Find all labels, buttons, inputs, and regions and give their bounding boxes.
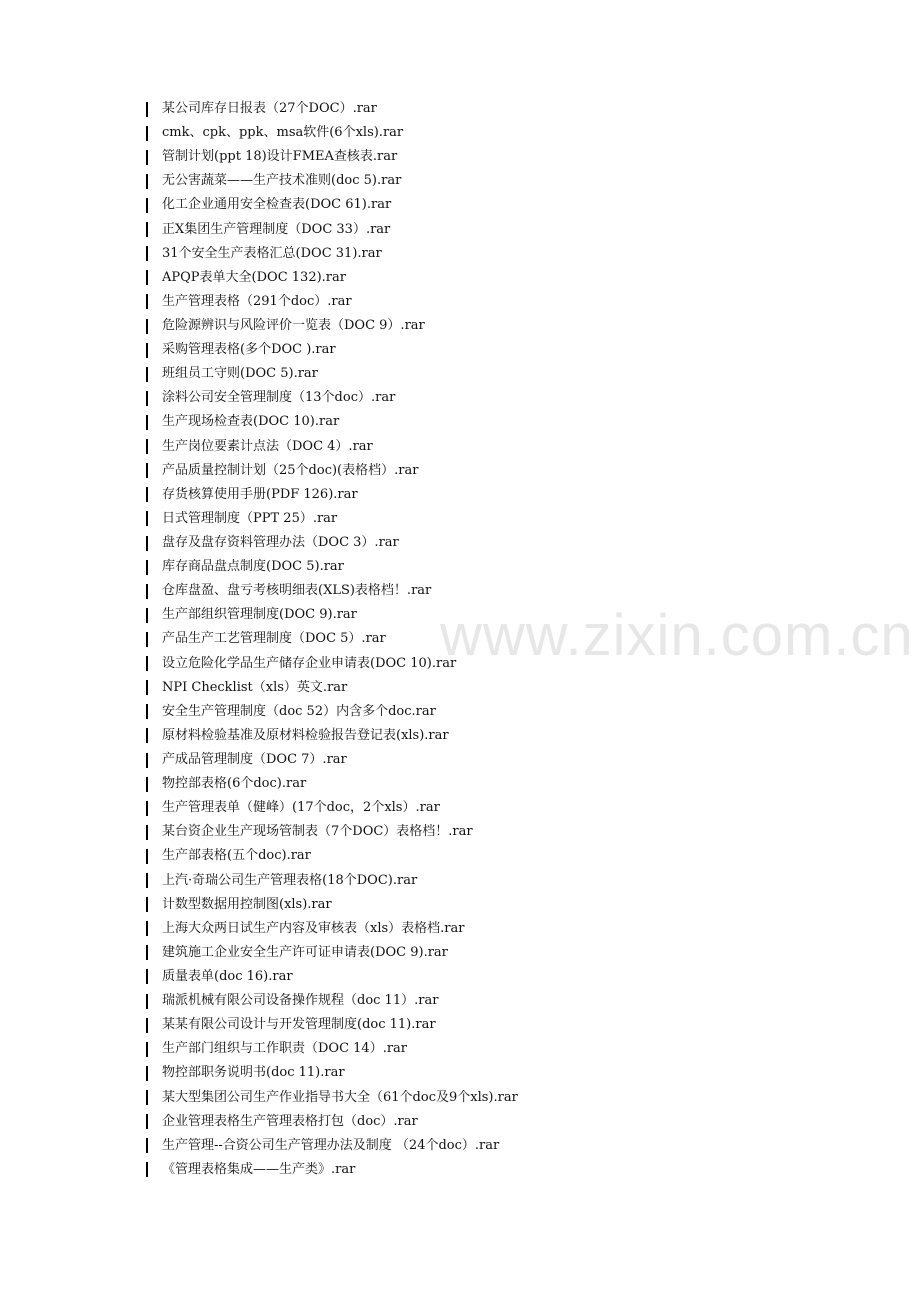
list-item[interactable] — [146, 652, 886, 676]
list-item[interactable] — [146, 748, 886, 772]
file-name: 涂料公司安全管理制度（13个doc）.rar — [162, 390, 396, 406]
list-bullet-bar — [146, 391, 148, 406]
list-item[interactable] — [146, 989, 886, 1013]
file-name: 生产部组织管理制度(DOC 9).rar — [162, 607, 357, 623]
list-item[interactable] — [146, 338, 886, 362]
list-bullet-bar — [146, 728, 148, 743]
list-item[interactable] — [146, 893, 886, 917]
list-item[interactable] — [146, 193, 886, 217]
list-item[interactable] — [146, 483, 886, 507]
file-name: 31个安全生产表格汇总(DOC 31).rar — [162, 245, 382, 261]
file-name: 库存商品盘点制度(DOC 5).rar — [162, 559, 344, 575]
file-name: 化工企业通用安全检查表(DOC 61).rar — [162, 197, 392, 213]
file-name: 安全生产管理制度（doc 52）内含多个doc.rar — [162, 703, 436, 719]
list-bullet-bar — [146, 680, 148, 695]
file-name: APQP表单大全(DOC 132).rar — [162, 269, 346, 285]
file-name: 生产现场检查表(DOC 10).rar — [162, 414, 340, 430]
file-name: 产品质量控制计划（25个doc)(表格档）.rar — [162, 462, 419, 478]
list-bullet-bar — [146, 487, 148, 502]
list-item[interactable] — [146, 435, 886, 459]
list-bullet-bar — [146, 463, 148, 478]
list-item[interactable] — [146, 410, 886, 434]
list-bullet-bar — [146, 150, 148, 165]
list-bullet-bar — [146, 873, 148, 888]
file-name: 生产部门组织与工作职责（DOC 14）.rar — [162, 1041, 408, 1057]
list-item[interactable] — [146, 242, 886, 266]
file-name: 上汽·奇瑞公司生产管理表格(18个DOC).rar — [162, 872, 418, 888]
list-item[interactable] — [146, 676, 886, 700]
list-bullet-bar — [146, 343, 148, 358]
file-name: 生产管理表格（291个doc）.rar — [162, 293, 352, 309]
file-name: 仓库盘盈、盘亏考核明细表(XLS)表格档！.rar — [162, 583, 432, 599]
file-name: 无公害蔬菜——生产技术准则(doc 5).rar — [162, 173, 402, 189]
list-bullet-bar — [146, 560, 148, 575]
file-name: 生产管理表单（健峰）(17个doc，2个xls）.rar — [162, 800, 440, 816]
list-item[interactable] — [146, 121, 886, 145]
list-bullet-bar — [146, 102, 148, 117]
list-item[interactable] — [146, 507, 886, 531]
file-name: 管制计划(ppt 18)设计FMEA查核表.rar — [162, 149, 398, 165]
file-name: 物控部表格(6个doc).rar — [162, 776, 307, 792]
file-list — [146, 97, 886, 1182]
file-name: 设立危险化学品生产储存企业申请表(DOC 10).rar — [162, 655, 457, 671]
list-bullet-bar — [146, 1162, 148, 1177]
list-bullet-bar — [146, 801, 148, 816]
list-bullet-bar — [146, 825, 148, 840]
watermark: www.zixin.com.cn — [440, 603, 914, 668]
list-item[interactable] — [146, 386, 886, 410]
file-name: 质量表单(doc 16).rar — [162, 968, 293, 984]
file-name: 产品生产工艺管理制度（DOC 5）.rar — [162, 631, 386, 647]
file-name: NPI Checklist（xls）英文.rar — [162, 679, 348, 695]
file-name: cmk、cpk、ppk、msa软件(6个xls).rar — [162, 125, 404, 141]
file-name: 瑞派机械有限公司设备操作规程（doc 11）.rar — [162, 993, 439, 1009]
list-item[interactable] — [146, 1085, 886, 1109]
file-name: 某某有限公司设计与开发管理制度(doc 11).rar — [162, 1017, 436, 1033]
file-name: 日式管理制度（PPT 25）.rar — [162, 510, 338, 526]
file-name: 盘存及盘存资料管理办法（DOC 3）.rar — [162, 535, 399, 551]
list-bullet-bar — [146, 1138, 148, 1153]
file-name: 计数型数据用控制图(xls).rar — [162, 896, 332, 912]
list-item[interactable] — [146, 362, 886, 386]
file-name: 某台资企业生产现场管制表（7个DOC）表格档！.rar — [162, 824, 473, 840]
list-item[interactable] — [146, 531, 886, 555]
list-item[interactable] — [146, 555, 886, 579]
list-bullet-bar — [146, 1042, 148, 1057]
list-item[interactable] — [146, 145, 886, 169]
list-item[interactable] — [146, 1061, 886, 1085]
list-bullet-bar — [146, 198, 148, 213]
list-bullet-bar — [146, 246, 148, 261]
list-item[interactable] — [146, 579, 886, 603]
list-item[interactable] — [146, 965, 886, 989]
list-item[interactable] — [146, 603, 886, 627]
file-name: 采购管理表格(多个DOC ).rar — [162, 342, 336, 358]
list-bullet-bar — [146, 222, 148, 237]
file-name: 危险源辨识与风险评价一览表（DOC 9）.rar — [162, 318, 425, 334]
list-bullet-bar — [146, 415, 148, 430]
file-name: 产成品管理制度（DOC 7）.rar — [162, 752, 347, 767]
list-item[interactable] — [146, 820, 886, 844]
list-item[interactable] — [146, 796, 886, 820]
list-bullet-bar — [146, 632, 148, 647]
file-name: 生产管理--合资公司生产管理办法及制度 （24个doc）.rar — [162, 1137, 500, 1153]
list-bullet-bar — [146, 511, 148, 526]
list-item[interactable] — [146, 266, 886, 290]
list-item[interactable] — [146, 1013, 886, 1037]
list-item[interactable] — [146, 724, 886, 748]
list-bullet-bar — [146, 994, 148, 1009]
list-item[interactable] — [146, 627, 886, 651]
file-name: 某公司库存日报表（27个DOC）.rar — [162, 101, 377, 117]
list-bullet-bar — [146, 1114, 148, 1129]
list-bullet-bar — [146, 1018, 148, 1033]
file-name: 正X集团生产管理制度（DOC 33）.rar — [162, 221, 391, 237]
list-item[interactable] — [146, 1037, 886, 1061]
list-bullet-bar — [146, 174, 148, 189]
file-name: 上海大众两日试生产内容及审核表（xls）表格档.rar — [162, 920, 465, 936]
file-name: 班组员工守则(DOC 5).rar — [162, 366, 318, 382]
list-bullet-bar — [146, 897, 148, 912]
list-item[interactable] — [146, 869, 886, 893]
list-bullet-bar — [146, 126, 148, 141]
list-bullet-bar — [146, 439, 148, 454]
list-bullet-bar — [146, 753, 148, 768]
file-name: 物控部职务说明书(doc 11).rar — [162, 1065, 345, 1081]
list-bullet-bar — [146, 1090, 148, 1105]
list-bullet-bar — [146, 945, 148, 960]
list-item[interactable] — [146, 97, 886, 121]
list-bullet-bar — [146, 849, 148, 864]
list-item[interactable] — [146, 772, 886, 796]
list-item[interactable] — [146, 1158, 886, 1182]
list-bullet-bar — [146, 367, 148, 382]
list-bullet-bar — [146, 969, 148, 984]
list-item[interactable] — [146, 290, 886, 314]
list-bullet-bar — [146, 319, 148, 334]
list-item[interactable] — [146, 314, 886, 338]
list-item[interactable] — [146, 169, 886, 193]
file-name: 企业管理表格生产管理表格打包（doc）.rar — [162, 1113, 418, 1129]
list-item[interactable] — [146, 844, 886, 868]
list-bullet-bar — [146, 536, 148, 551]
file-name: 《管理表格集成——生产类》.rar — [162, 1161, 356, 1177]
list-bullet-bar — [146, 704, 148, 719]
file-name: 原材料检验基准及原材料检验报告登记表(xls).rar — [162, 727, 449, 743]
list-bullet-bar — [146, 777, 148, 792]
list-item[interactable] — [146, 459, 886, 483]
file-name: 某大型集团公司生产作业指导书大全（61个doc及9个xls).rar — [162, 1089, 518, 1105]
list-bullet-bar — [146, 656, 148, 671]
list-bullet-bar — [146, 270, 148, 285]
file-name: 生产部表格(五个doc).rar — [162, 848, 311, 864]
list-item[interactable] — [146, 917, 886, 941]
list-bullet-bar — [146, 294, 148, 309]
file-name: 建筑施工企业安全生产许可证申请表(DOC 9).rar — [162, 944, 448, 960]
list-item[interactable] — [146, 941, 886, 965]
list-bullet-bar — [146, 921, 148, 936]
list-item[interactable] — [146, 1134, 886, 1158]
list-bullet-bar — [146, 608, 148, 623]
file-name: 存货核算使用手册(PDF 126).rar — [162, 486, 358, 502]
file-name: 生产岗位要素计点法（DOC 4）.rar — [162, 438, 373, 454]
list-item[interactable] — [146, 700, 886, 724]
list-item[interactable] — [146, 218, 886, 242]
list-item[interactable] — [146, 1110, 886, 1134]
list-bullet-bar — [146, 1066, 148, 1081]
list-bullet-bar — [146, 584, 148, 599]
